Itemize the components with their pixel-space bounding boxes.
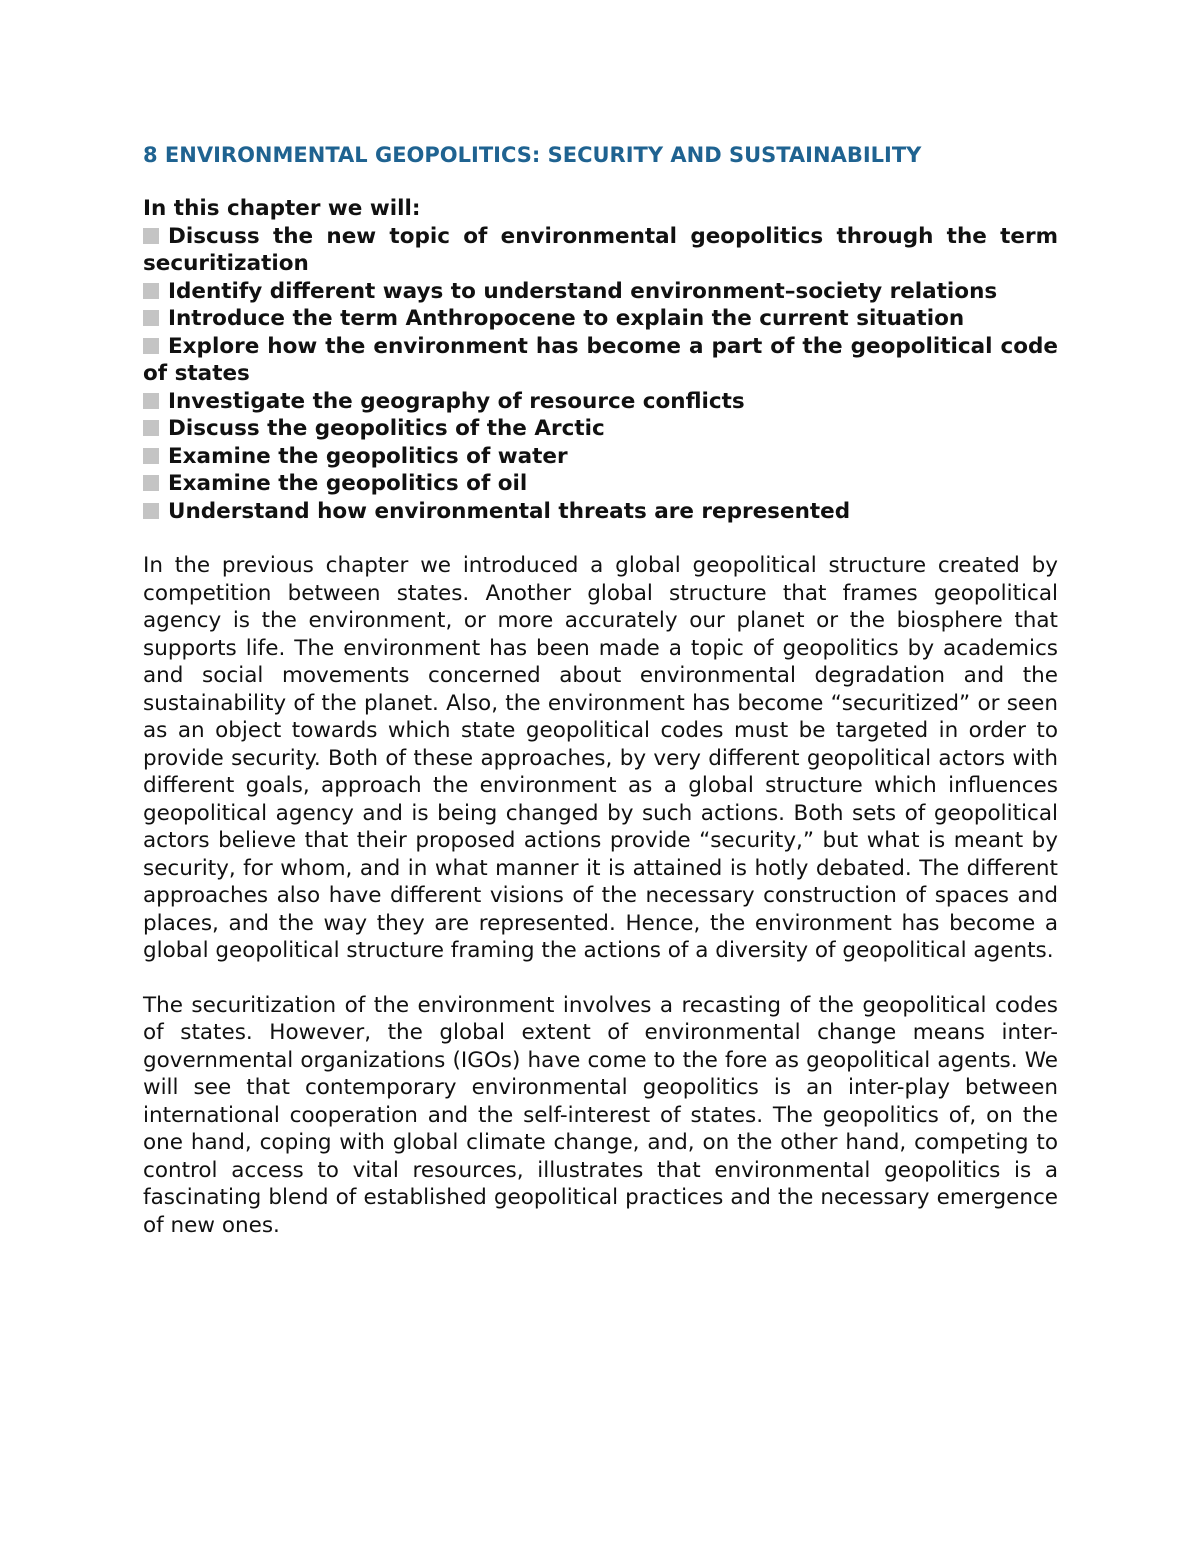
document-page <box>143 140 1058 1239</box>
square-bullet-icon <box>143 228 159 244</box>
objective-item <box>143 443 1058 471</box>
objectives-list <box>143 223 1058 526</box>
square-bullet-icon <box>143 283 159 299</box>
objective-text: Discuss the new topic of environmental geopolitics through the term securitization <box>143 223 1058 276</box>
objective-item <box>143 415 1058 443</box>
chapter-title: 8 ENVIRONMENTAL GEOPOLITICS: SECURITY AND SUSTAINABILITY <box>143 143 922 167</box>
objective-item <box>143 278 1058 306</box>
objective-text: Investigate the geography of resource conflicts <box>168 388 745 414</box>
objective-item <box>143 333 1058 388</box>
objective-item <box>143 388 1058 416</box>
body-paragraph: The securitization of the environment involves a recasting of the geopolitical codes of states. However, the global extent of environmental change means inter- governmental organizations (IGOs) have come to the fore as geopolitical agents. We will see that contemporary environmental geopolitics is an inter-play between international cooperation and the self-interest of states. The geopolitics of, on the one hand, coping with global climate change, and, on the other hand, competing to control access to vital resources, illustrates that environmental geopolitics is a fascinating blend of established geopolitical practices and the necessary emergence of new ones. <box>143 992 1058 1238</box>
objective-text: Discuss the geopolitics of the Arctic <box>168 416 605 441</box>
objective-text: Examine the geopolitics of oil <box>168 471 528 496</box>
objective-item <box>143 498 1058 526</box>
objective-item <box>143 305 1058 333</box>
square-bullet-icon <box>143 310 159 326</box>
intro-heading: In this chapter we will: <box>143 196 421 221</box>
objective-text: Explore how the environment has become a part of the geopolitical code of states <box>143 333 1058 386</box>
body-paragraph: In the previous chapter we introduced a global geopolitical structure created by competition between states. Another global structure that frames geopolitical agency is the environment, or more accurately our planet or the biosphere that supports life. The environment has been made a topic of geopolitics by academics and social movements concerned about environmental degradation and the sustainability of the planet. Also, the environment has become “securitized” or seen as an object towards which state geopolitical codes must be targeted in order to provide security. Both of these approaches, by very different geopolitical actors with different goals, approach the environment as a global structure which influences geopolitical agency and is being changed by such actions. Both sets of geopolitical actors believe that their proposed actions provide “security,” but what is meant by security, for whom, and in what manner it is attained is hotly debated. The different approaches also have different visions of the necessary construction of spaces and places, and the way they are represented. Hence, the environment has become a global geopolitical structure framing the actions of a diversity of geopolitical agents. <box>143 553 1058 963</box>
objective-text: Introduce the term Anthropocene to explain the current situation <box>168 306 965 331</box>
square-bullet-icon <box>143 475 159 491</box>
objective-item <box>143 470 1058 498</box>
objective-text: Identify different ways to understand environment–society relations <box>168 278 998 304</box>
objective-text: Examine the geopolitics of water <box>168 443 568 469</box>
square-bullet-icon <box>143 503 159 519</box>
square-bullet-icon <box>143 448 159 464</box>
objective-item <box>143 223 1058 278</box>
square-bullet-icon <box>143 338 159 354</box>
square-bullet-icon <box>143 393 159 409</box>
objective-text: Understand how environmental threats are represented <box>168 498 851 524</box>
square-bullet-icon <box>143 420 159 436</box>
